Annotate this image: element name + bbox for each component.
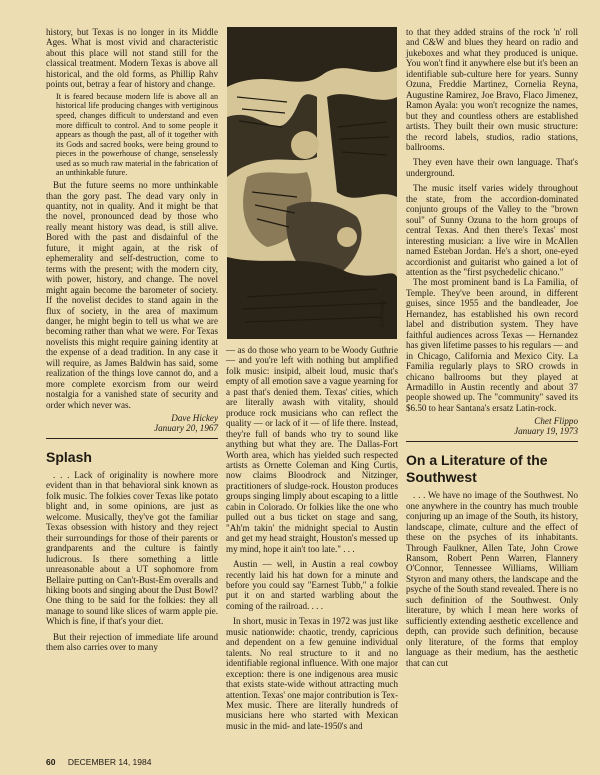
- signature-dave-hickey: [46, 413, 218, 433]
- col3-paragraph-2: They even have their own language. That's underground.: [406, 157, 578, 178]
- heading-literature-southwest: On a Literature of the Southwest: [406, 452, 548, 486]
- signature-chet-flippo: [406, 416, 578, 436]
- column-1: [46, 27, 218, 653]
- col3-paragraph-5: . . . We have no image of the Southwest. No one anywhere in the country has much trouble conjuring up an image of the South, its history, landscape, climate, culture and the effect of these on the psyches of its inhabitants. Through Faulkner, Allen Tate, John Crowe Ransom, Robert Penn Warren, Flannery O'Connor, Tennessee Williams, William Styron and many others, the landscape and the psyche of the South stand revealed. There is no such definition of the Southwest. Only literature, by which I mean here works of sufficiently extending aesthetic excellence and depth, can provide such definition, because only literature, of the forms that employ language as their medium, has the aesthetic that can cut: [406, 490, 578, 668]
- col2-paragraph-3: In short, music in Texas in 1972 was just like music nationwide: chaotic, trendy, capricious and dependent on a few genuine individual talents. No real structure to it and no identifiable regional influence. With one major exception: there is one indigenous area music that exists state-wide without attracting much attention. Texas' one major contribution is Tex-Mex music. There are literally hundreds of musicians here who started with Mexican music in the mid- and late-1950's and: [226, 616, 398, 731]
- page-number: 60: [46, 757, 56, 767]
- col1-paragraph-3: But the future seems no more unthinkable than the gory past. The dead vary only in quantity, not in quality. And it might be that the novel, pronounced dead by those who really meant history was dead, is still alive. Bored with the past and disdainful of the future, it might again, at the risk of ephemerality and self-destruction, come to terms with the present; with the modern city, with power, history, and change. The novel might again become the barometer of society. If the novelist decides to stand again in the flux of society, in the area of maximum danger, he might begin to tell us what we are becoming rather than what we were. For Texas novelists this might require gaining identity at the expense of a dead tradition. In any case it will require, as James Baldwin has said, some realization of the things love cannot do, and a more complete exorcism from our weird nostalgia for a vanished state of security and order which never was.: [46, 180, 218, 410]
- col3-paragraph-4: The most prominent band is La Familia, of Temple. They've been around, in different guises, since 1955 and the bandleader, Joe Hernandez, has established his own record label and distribution system. They have faithful audiences across Texas — Hernandez has given lifetime passes to his regulars — and in Chicago, California and Mexico City. La Familia regularly plays to SRO crowds in chicano ballrooms but they played at Armadillo in Austin recently and about 37 people showed up. The "community" saved its $6.50 to hear Santana's ersatz Latin-rock.: [406, 277, 578, 413]
- illustration-credit: Eric Avery: [380, 300, 386, 327]
- column-3: [406, 27, 578, 668]
- col3-paragraph-1: to that they added strains of the rock 'n' roll and C&W and blues they heard on radio and jukeboxes and what they produced is unique. You won't find it anywhere else but it's been an identifiable sub-culture here for years. Sunny Ozuna, Freddie Martinez, Cornelia Reyna, Augustine Ramirez, Joe Bravo, Flaco Jimenez, Ramon Ayala: you won't recognize the names, but they and countless others are established artists. They built their own music structure: the record labels, studios, radio stations, ballrooms.: [406, 27, 578, 152]
- col1-paragraph-5: But their rejection of immediate life around them also carries over to many: [46, 631, 218, 653]
- issue-date: DECEMBER 14, 1984: [67, 757, 152, 767]
- column-2: [226, 27, 398, 731]
- col1-block-quote: It is feared because modern life is above all an historical life producing changes with vertiginous speed, changes difficult to understand and even more difficult to control. And to some people it appears as though the past, all of it together with its Gods and sacred books, were being ground to pieces in the powerhouse of change, senselessly used as so much raw material in the fabrication of an unthinkable future.: [56, 91, 218, 178]
- woodcut-illustration: [227, 27, 397, 339]
- col2-paragraph-2: Austin — well, in Austin a real cowboy recently laid his hat down for a minute and before you could say "Earnest Tubb," a folkie put it on and started warbling about the coming of the railroad. . . .: [226, 559, 398, 611]
- section-divider: [46, 438, 218, 439]
- signature-name: Chet Flippo: [534, 416, 578, 427]
- col1-paragraph-1: history, but Texas is no longer in its Middle Ages. What is most vivid and characteristic about this place will not stand still for the classical treatment. Modern Texas is above all historical, and the old forms, as Phillip Rahv points out, betray a fear of history and change.: [46, 27, 218, 90]
- signature-date: January 19, 1973: [514, 426, 578, 437]
- section-divider: [406, 441, 578, 442]
- heading-splash: Splash: [46, 449, 92, 466]
- col1-paragraph-4: . . . Lack of originality is nowhere more evident than in that behavioral sink known as folk music. The folkies cover Texas like potato blight and, in some opinions, are just as welcome. Musically, they've got the familiar Texas obsession with history and they reject their surroundings for those of their parents or grandparents and the culture is faintly ludicrous. Is there something a little unreasonable about a UT sophomore from Bellaire putting on Can't-Bust-Em overalls and hiking boots and singing about the Dust Bowl? One thing to be said for the folkies: they all manage to sound like slices of warm apple pie. Which is fine, if that's your diet.: [46, 470, 218, 627]
- col2-paragraph-1: — as do those who yearn to be Woody Guthrie — and you're left with nothing but amplified folk music: insipid, albeit loud, music that's empty of all emotion save a vague yearning for a past that's denied them. Texas' cities, which are literally awash with vitality, should produce rock musicians who can reflect the quality — or lack of it — of life there. Instead, they're full of bands who try to sound like anything but what they are. The Dallas-Fort Worth area, which has yielded such respected artists as Ornette Coleman and King Curtis, now claims Bloodrock and Nitzinger, practitioners of sludge-rock. Houston produces groups singing limply about escaping to a little cabin in Colorado. Or folkies like the one who pulled out a bus ticket on stage and sang, "Ah'm takin' the midnight special to Austin and get my head straight, Houston's messed up my mind, hope it ain't too late." . . .: [226, 345, 398, 554]
- signature-name: Dave Hickey: [171, 413, 218, 424]
- signature-date: January 20, 1967: [154, 423, 218, 434]
- col3-paragraph-3: The music itself varies widely throughout the state, from the accordion-dominated conjunto groups of the Valley to the "brown soul" of Sunny Ozuna to the horn groups of central Texas. And then there's Texas' most interesting musician: a live wire in McAllen named Esteban Jordan. He's a short, one-eyed accordionist and guitarist who gained a lot of attention as the "first psychedelic chicano.": [406, 183, 578, 277]
- page-footer: [46, 757, 151, 767]
